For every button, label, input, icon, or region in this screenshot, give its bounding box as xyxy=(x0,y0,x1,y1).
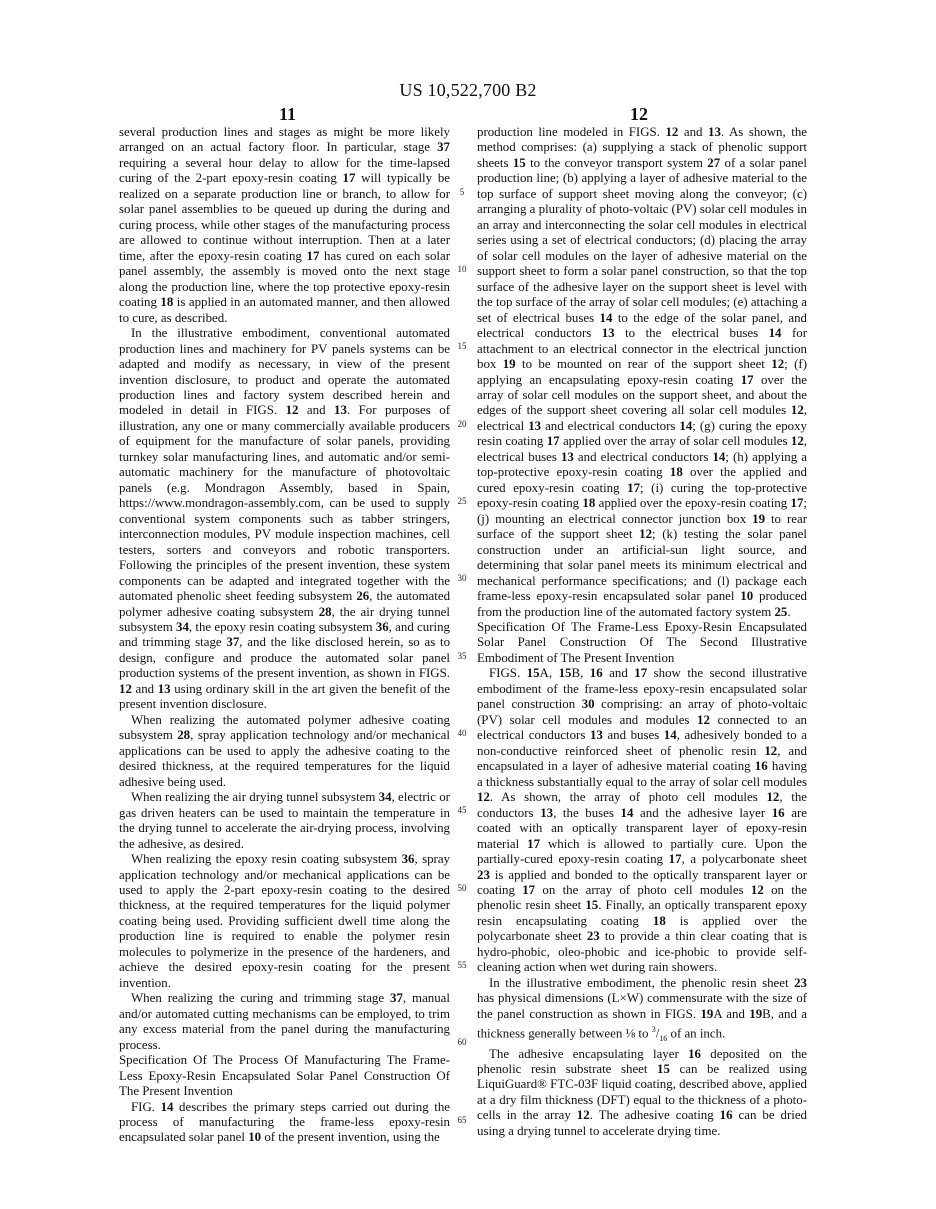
paragraph: FIG. 14 describes the primary steps carried out during the process of manufacturing the frame-less epoxy-resin encapsulated solar panel 10 of the present invention, using the xyxy=(119,1099,451,1145)
paragraph: When realizing the automated polymer adhesive coating subsystem 28, spray application technology and/or mechanical applications can be used to apply the adhesive coating to the desired thickness, at the required temperatures for the liquid adhesive being used. xyxy=(119,712,450,789)
paragraph: When realizing the curing and trimming stage 37, manual and/or automated cutting mechanisms can be employed, to trim any excess material from the panel during the manufacturing process. xyxy=(119,991,450,1052)
paragraph: FIGS. 15A, 15B, 16 and 17 show the second illustrative embodiment of the frame-less epoxy-resin encapsulated solar panel construction 30 comprising: an array of photo-voltaic (PV) solar cell modules and modules 12 connected to an electrical conductors 13 and buses 14, adhesively bonded to a non-conductive reinforced sheet of phenolic resin 12, and encapsulated in a layer of adhesive material coating 16 having a thickness substantially equal to the array of solar cell modules 12. As shown, the array of photo cell modules 12, the conductors 13, the buses 14 and the adhesive layer 16 are coated with an optically transparent layer of epoxy-resin material 17 which is allowed to partially cure. Upon the partially-cured epoxy-resin coating 17, a polycarbonate sheet 23 is applied and bonded to the optically transparent layer or coating 17 on the array of photo cell modules 12 on the phenolic resin sheet 15. Finally, an optically transparent epoxy resin encapsulating coating 18 is applied over the polycarbonate sheet 23 to provide a thin clear coating that is hydro-phobic, oleo-phobic and ice-phobic to provide self-cleaning action when wet during rain showers. xyxy=(477,666,808,975)
left-column-number: 11 xyxy=(279,104,297,124)
paragraph: production line modeled in FIGS. 12 and 13. As shown, the method comprises: (a) supplying a stack of phenolic support sheets 15 to the conveyor transport system 27 of a solar panel production line; (b) applying a layer of adhesive material to the top surface of support sheet moving along the conveyor; (c) arranging a plurality of photo-voltaic (PV) solar cell modules in an array and interconnecting the solar cell modules in electrical series using a set of electrical conductors; (d) placing the array of solar cell modules on the layer of adhesive material on the support sheet to form a solar panel construction, so that the top surface of the adhesive layer on the support sheet is level with the top surface of the array of solar cell modules; (e) attaching a set of electrical buses 14 to the edge of the solar panel, and electrical conductors 13 to the electrical buses 14 for attachment to an electrical connector in the electrical junction box 19 to be mounted on rear of the support sheet 12; (f) applying an encapsulating epoxy-resin coating 17 over the array of solar cell modules on the support sheet, and about the edges of the support sheet covering all solar cell modules 12, electrical 13 and electrical conductors 14; (g) curing the epoxy resin coating 17 applied over the array of solar cell modules 12, electrical buses 13 and electrical conductors 14; (h) applying a top-protective epoxy-resin coating 18 over the applied and cured epoxy-resin coating 17; (i) curing the top-protective epoxy-resin coating 18 applied over the epoxy-resin coating 17; (j) mounting an electrical connector junction box 19 to rear surface of the support sheet 12; (k) testing the solar panel construction under an artificial-sun light source, and determining that solar panel meets its minimum electrical and mechanical performance specifications; and (l) package each frame-less epoxy-resin encapsulated solar panel 10 produced from the production line of the automated factory system 25. xyxy=(477,125,808,619)
line-number: 35 xyxy=(457,651,467,661)
line-number: 55 xyxy=(457,960,467,970)
patent-header: US 10,522,700 B2 xyxy=(399,80,537,100)
line-number: 10 xyxy=(457,264,467,274)
right-column-text xyxy=(477,125,807,1139)
paragraph: When realizing the air drying tunnel subsystem 34, electric or gas driven heaters can be used to maintain the temperature in the drying tunnel to accelerate the air-drying process, involving the adhesive, as desired. xyxy=(119,790,450,851)
line-number: 5 xyxy=(459,187,465,197)
paragraph: The adhesive encapsulating layer 16 deposited on the phenolic resin substrate sheet 15 can be realized using LiquiGuard® FTC-03F liquid coating, described above, applied at a dry film thickness (DFT) equal to the thickness of a photo-cells in the array 12. The adhesive coating 16 can be dried using a drying tunnel to accelerate drying time. xyxy=(477,1046,807,1138)
left-column-text xyxy=(119,125,450,1146)
section-heading: Specification Of The Process Of Manufacturing The Frame-Less Epoxy-Resin Encapsulated Solar Panel Construction Of The Present Invention xyxy=(119,1053,450,1099)
line-number: 15 xyxy=(457,341,467,351)
line-number: 40 xyxy=(457,728,467,738)
paragraph: several production lines and stages as might be more likely arranged on an actual factory floor. In particular, stage 37 requiring a several hour delay to allow for the time-lapsed curing of the 2-part epoxy-resin coating 17 will typically be realized on a separate production line or branch, to allow for solar panel assemblies to be queued up during the during and curing process, while other stages of the manufacturing process are allowed to continue without interruption. Then at a later time, after the epoxy-resin coating 17 has cured on each solar panel assembly, the assembly is moved onto the next stage along the production line, where the top protective epoxy-resin coating 18 is applied in an automated manner, and then allowed to cure, as described. xyxy=(119,125,450,325)
line-number: 65 xyxy=(457,1115,467,1125)
right-column-number: 12 xyxy=(630,104,648,124)
line-number: 20 xyxy=(457,419,467,429)
line-number: 30 xyxy=(457,573,467,583)
paragraph: When realizing the epoxy resin coating subsystem 36, spray application technology and/or mechanical applications can be used to apply the 2-part epoxy-resin coating to the desired thickness, at the required temperatures for the liquid polymer coating being used. Providing sufficient dwell time along the production line is required to enable the polymer resin molecules to polymerize in the presence of the hardeners, and achieve the desired epoxy-resin coating for the present invention. xyxy=(119,852,450,990)
section-heading: Specification Of The Frame-Less Epoxy-Resin Encapsulated Solar Panel Construction Of The Second Illustrative Embodiment of The Present Invention xyxy=(477,620,807,665)
line-number: 50 xyxy=(457,883,467,893)
line-number: 25 xyxy=(457,496,467,506)
paragraph: In the illustrative embodiment, conventional automated production lines and machinery for PV panels systems can be adapted and modify as necessary, in view of the present invention disclosure, to product and operate the automated production lines and factory system described herein and modeled in detail in FIGS. 12 and 13. For purposes of illustration, any one or many commercially available producers of equipment for the manufacture of solar panels, providing turnkey solar manufacturing lines, and automatic and/or semi-automatic machinery for the manufacture of photovoltaic panels (e.g. Mondragon Assembly, based in Spain, https://www.mondragon-assembly.com, can be used to supply conventional system components such as tabber stringers, interconnection modules, PV module inspection machines, cell testers, sorters and conveyors and robotic transporters. Following the principles of the present invention, these system components can be adapted and integrated together with the automated phenolic sheet feeding subsystem 26, the automated polymer adhesive coating subsystem 28, the air drying tunnel subsystem 34, the epoxy resin coating subsystem 36, and curing and trimming stage 37, and the like disclosed herein, so as to design, configure and produce the automated solar panel production systems of the present invention, as shown in FIGS. 12 and 13 using ordinary skill in the art given the benefit of the present invention disclosure. xyxy=(119,326,451,712)
line-number: 60 xyxy=(457,1037,467,1047)
line-number: 45 xyxy=(457,805,467,815)
paragraph: In the illustrative embodiment, the phenolic resin sheet 23 has physical dimensions (L×W) commensurate with the size of the panel construction as shown in FIGS. 19A and 19B, and a thickness generally between ⅛ to $^3/_{16}$ of an inch. xyxy=(477,975,807,1044)
